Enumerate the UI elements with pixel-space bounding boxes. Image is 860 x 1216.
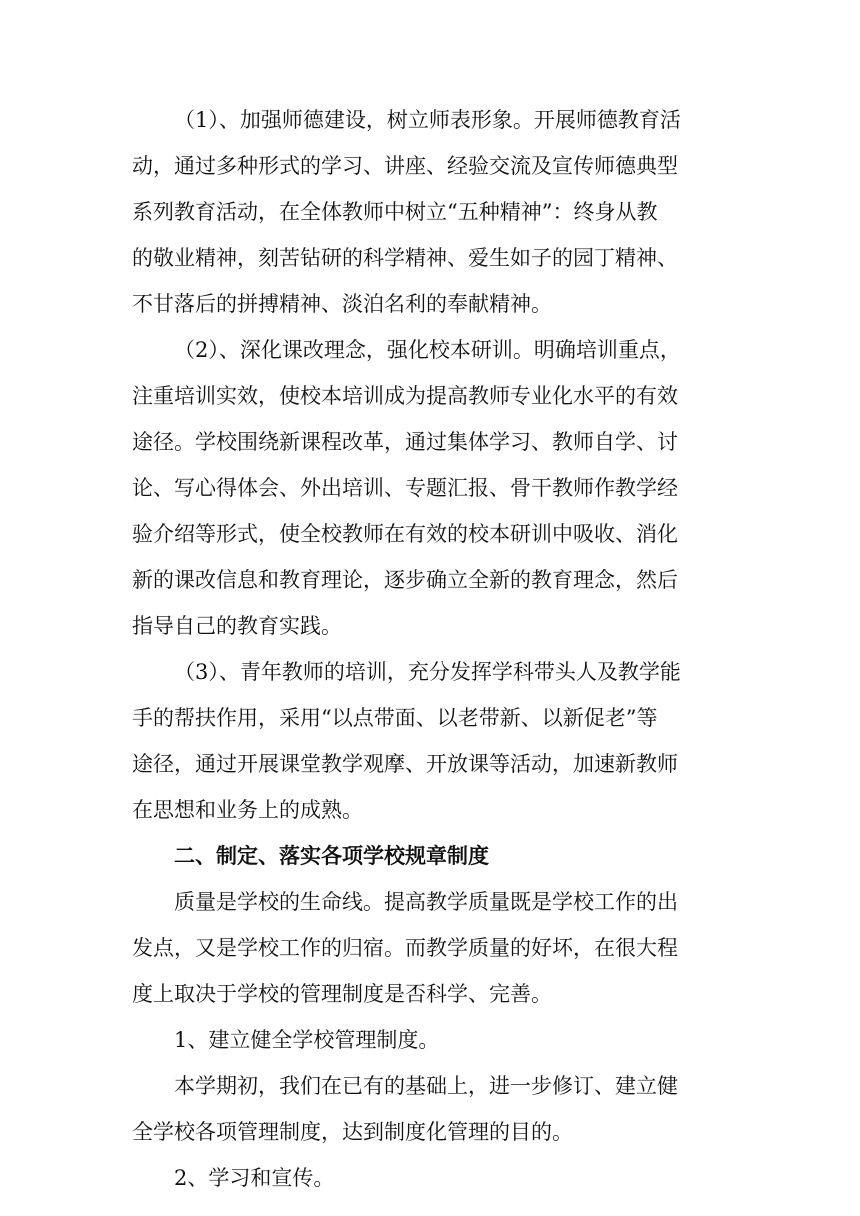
text-line: （2）、深化课改理念，强化校本研训。明确培训重点， [174, 338, 681, 362]
text-line: 指导自己的教育实践。 [132, 614, 342, 638]
text-line: 手的帮扶作用，采用“以点带面、以老带新、以新促老”等 [132, 706, 658, 730]
paragraph-young-teacher-training [132, 649, 732, 833]
text-line: （3）、青年教师的培训，充分发挥学科带头人及教学能 [174, 660, 681, 684]
text-line: 验介绍等形式，使全校教师在有效的校本研训中吸收、消化 [132, 522, 678, 546]
text-line: （1）、加强师德建设，树立师表形象。开展师德教育活 [174, 108, 681, 132]
text-line: 2、学习和宣传。 [174, 1166, 335, 1190]
text-line: 质量是学校的生命线。提高教学质量既是学校工作的出 [174, 890, 678, 914]
text-line: 不甘落后的拼搏精神、淡泊名利的奉献精神。 [132, 292, 552, 316]
text-line: 途径。学校围绕新课程改革，通过集体学习、教师自学、讨 [132, 430, 678, 454]
paragraph-item-1 [132, 1017, 732, 1063]
paragraph-teacher-ethics [132, 97, 732, 327]
paragraph-curriculum-reform [132, 327, 732, 649]
text-line: 1、建立健全学校管理制度。 [174, 1028, 440, 1052]
text-line: 注重培训实效，使校本培训成为提高教师专业化水平的有效 [132, 384, 678, 408]
section-heading-text: 二、制定、落实各项学校规章制度 [174, 843, 489, 868]
text-line: 动，通过多种形式的学习、讲座、经验交流及宣传师德典型 [132, 154, 678, 178]
text-line: 系列教育活动，在全体教师中树立“五种精神”：终身从教 [132, 200, 658, 224]
text-line: 的敬业精神，刻苦钻研的科学精神、爱生如子的园丁精神、 [132, 246, 678, 270]
paragraph-item-2 [132, 1155, 732, 1201]
section-heading [132, 833, 732, 879]
text-line: 发点，又是学校工作的归宿。而教学质量的好坏，在很大程 [132, 936, 678, 960]
text-line: 途径，通过开展课堂教学观摩、开放课等活动，加速新教师 [132, 752, 678, 776]
document-page [132, 97, 732, 1201]
text-line: 论、写心得体会、外出培训、专题汇报、骨干教师作教学经 [132, 476, 678, 500]
text-line: 在思想和业务上的成熟。 [132, 798, 363, 822]
paragraph-semester-start [132, 1063, 732, 1155]
text-line: 本学期初，我们在已有的基础上，进一步修订、建立健 [174, 1074, 678, 1098]
paragraph-quality-lifeline [132, 879, 732, 1017]
text-line: 全学校各项管理制度，达到制度化管理的目的。 [132, 1120, 573, 1144]
text-line: 度上取决于学校的管理制度是否科学、完善。 [132, 982, 552, 1006]
text-line: 新的课改信息和教育理论，逐步确立全新的教育理念，然后 [132, 568, 678, 592]
